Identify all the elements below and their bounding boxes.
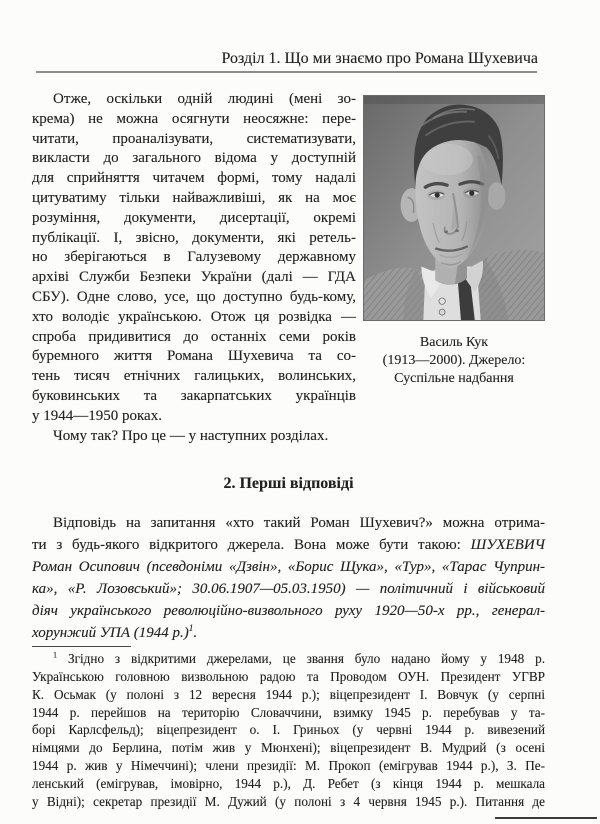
text-line: СБУ). Одне слово, усе, що доступно будь-кому, (32, 288, 356, 305)
text-line: читати, проаналізувати, систематизувати, (32, 130, 356, 147)
text-segment: ШУХЕВИЧ (470, 537, 545, 554)
text-line: спроба придивитися до останніх семи років (32, 328, 356, 345)
text-segment: Відповідь на запитання «хто такий Роман Шухевич?» можна отрима- (53, 515, 545, 532)
section-heading: 2. Перші відповіді (223, 475, 354, 493)
text-segment: Роман Осипович (псевдоніми «Дзвін», «Борис Щука», «Тур», «Тарас Чуприн- (32, 559, 545, 576)
page-content (32, 0, 545, 810)
text-line: Українською головною визвольною радою та Проводом ОУН. Президент УГВР (32, 669, 545, 685)
footnote-reference: 1 (188, 623, 194, 634)
text-line: крема) не можна осягнути неосяжне: пере- (32, 110, 356, 127)
photo-caption (363, 334, 545, 388)
text-line: 1944 р. перейшов на територію Словаччини, взимку 1945 р. перебував у та- (32, 704, 545, 720)
text-line: $^1$ Згідно з відкритими джерелами, це звання було надано йому у 1948 р. (53, 650, 546, 667)
text-line: ленський (емігрував, імовірно, 1944 р.), Д. Ребет (з кінця 1944 р. мешкала (32, 775, 545, 791)
footnote (32, 650, 545, 810)
footnote-marker: 1 (53, 650, 58, 660)
text-line: тень тисяч етнічних галицьких, волинських, (32, 368, 356, 385)
photo-frame (363, 95, 545, 321)
text-line (32, 623, 545, 645)
paragraph-1 (32, 90, 356, 427)
text-segment: ка», «Р. Лозовський»; 30.06.1907—05.03.1950) — політичний і військовий (32, 581, 545, 598)
text-line: для сприйняття читачем формі, тому надалі (32, 170, 356, 187)
text-line: Суспільне надбання (394, 371, 514, 386)
text-line: хто володіє українською. Отож ця розвідка — (32, 308, 356, 325)
text-line (32, 557, 545, 579)
text-line: німцями до Берлина, потім жив у Мюнхені); віцепрезидент В. Мудрий (з осені (32, 740, 545, 756)
text-line: архіві Служби Безпеки України (далі — ГДА (32, 269, 356, 286)
text-line: буремного життя Романа Шухевича та со- (32, 348, 356, 365)
text-line: 1944 р. жив у Німеччині); члени президії: М. Прокоп (емігрував 1944 р.), З. Пе- (32, 758, 545, 774)
text-line: буковинських та закарпатських українців (32, 387, 356, 404)
text-line: у 1944—1950 роках. (32, 407, 162, 424)
paragraph-2 (32, 427, 356, 447)
text-line (32, 579, 545, 601)
text-line: Отже, оскільки одній людині (мені зо- (53, 91, 356, 107)
text-line: публікації. І, звісно, документи, які ретель- (32, 229, 356, 246)
text-line: розуміння, документи, дисертації, окремі (32, 209, 356, 226)
text-segment: . (193, 624, 198, 641)
text-line: викласти до загального відома у доступній (32, 150, 356, 167)
text-line (32, 601, 545, 623)
running-header: Розділ 1. Що ми знаємо про Романа Шухевича (221, 50, 538, 67)
text-line (32, 513, 545, 535)
two-column-block (32, 90, 545, 446)
text-segment: діяч українського революційно-визвольного руху 1920—50-х рр., генерал- (32, 602, 545, 619)
header-rule (36, 71, 537, 73)
text-line: борі Карлсфельд); віцепрезидент о. І. Гриньох (у червні 1944 р. вивезений (32, 722, 545, 738)
text-line (32, 535, 545, 557)
text-line: Чому так? Про це — у наступних розділах. (53, 427, 329, 444)
text-line: Василь Кук (419, 335, 489, 350)
vasyl-kuk-portrait-photo (364, 96, 544, 320)
bottom-right-rule (495, 817, 597, 819)
text-line: цитуватиму тільки найважливіші, як на моє (32, 189, 356, 206)
body-text-column (32, 90, 356, 446)
text-segment: ти з будь-якого відкритого джерела. Вона може бути такою: (32, 537, 471, 554)
text-line: но зберігаються в Галузевому державному (32, 249, 356, 266)
lead-paragraph (32, 513, 545, 644)
figure (363, 95, 545, 446)
text-line: К. Осьмак (у полоні з 12 вересня 1944 р.); віцепрезидент І. Вовчук (у серпні (32, 686, 545, 702)
text-line: у Відні); секретар президії М. Дужий (у полоні з 4 червня 1945 р.). Питання де (32, 793, 545, 809)
footnote-separator-rule (32, 646, 131, 648)
text-line: (1913—2000). Джерело: (382, 353, 526, 368)
text-segment: хорунжий УПА (1944 р.) (32, 624, 189, 641)
